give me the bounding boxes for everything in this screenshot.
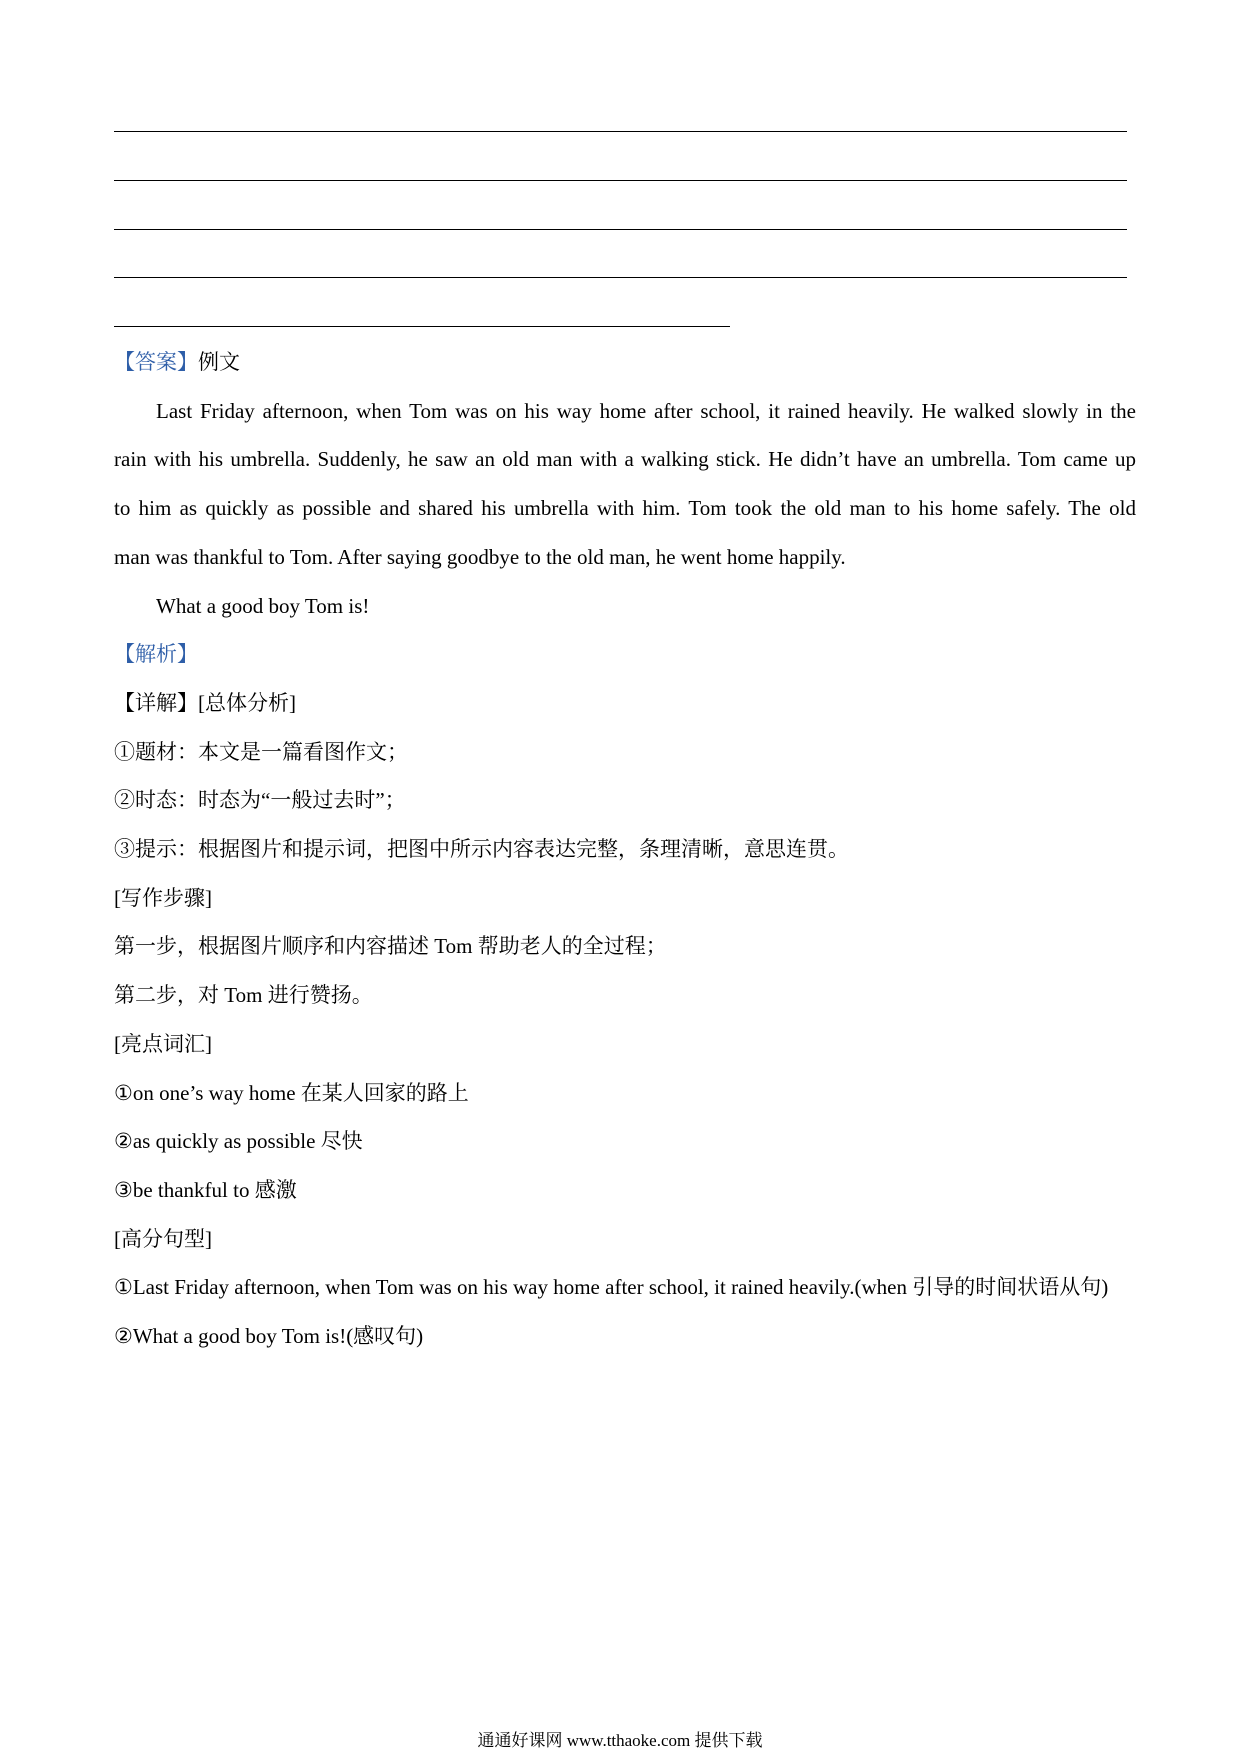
detail-label: 【详解】 (114, 690, 198, 715)
writing-line (114, 131, 1127, 132)
answer-title: 例文 (198, 350, 240, 374)
sentences-heading: [高分句型] (114, 1226, 212, 1251)
writing-line (114, 180, 1127, 181)
essay-line: Last Friday afternoon, when Tom was on his way home after school, it rained heavily. He walked slowly in the (156, 398, 1136, 423)
essay-line: to him as quickly as possible and shared his umbrella with him. Tom took the old man to his home safely. The old (114, 496, 1136, 521)
analysis-label: 【解析】 (114, 642, 198, 667)
vocab-item: ②as quickly as possible 尽快 (114, 1129, 363, 1154)
overall-item: ③提示：根据图片和提示词，把图中所示内容表达完整，条理清晰，意思连贯。 (114, 837, 849, 862)
writing-line (114, 229, 1127, 230)
sentence-item: ①Last Friday afternoon, when Tom was on his way home after school, it rained heavily.(when 引导的时间状语从句) (114, 1275, 1109, 1300)
answer-label: 【答案】 (114, 350, 198, 374)
writing-line-short (114, 326, 730, 327)
answer-section (114, 338, 1136, 1361)
essay-closing: What a good boy Tom is! (156, 593, 370, 618)
answer-heading (114, 338, 1136, 387)
step-item: 第一步，根据图片顺序和内容描述 Tom 帮助老人的全过程； (114, 934, 667, 959)
overall-item: ①题材：本文是一篇看图作文； (114, 739, 408, 764)
detail-heading (114, 679, 1136, 728)
essay-line: rain with his umbrella. Suddenly, he saw an old man with a walking stick. He didn’t have an umbrella. Tom came up (114, 447, 1136, 472)
vocab-heading: [亮点词汇] (114, 1031, 212, 1056)
essay-line: man was thankful to Tom. After saying goodbye to the old man, he went home happily. (114, 544, 846, 569)
overall-item: ②时态：时态为“一般过去时”； (114, 788, 406, 813)
step-item: 第二步，对 Tom 进行赞扬。 (114, 983, 373, 1008)
sentence-item: ②What a good boy Tom is!(感叹句) (114, 1324, 424, 1349)
vocab-item: ③be thankful to 感激 (114, 1177, 297, 1202)
vocab-item: ①on one’s way home 在某人回家的路上 (114, 1080, 469, 1105)
page-footer: 通通好课网 www.tthaoke.com 提供下载 (477, 1731, 763, 1750)
overall-analysis-heading: [总体分析] (198, 690, 296, 715)
steps-heading: [写作步骤] (114, 885, 212, 910)
writing-line (114, 277, 1127, 278)
